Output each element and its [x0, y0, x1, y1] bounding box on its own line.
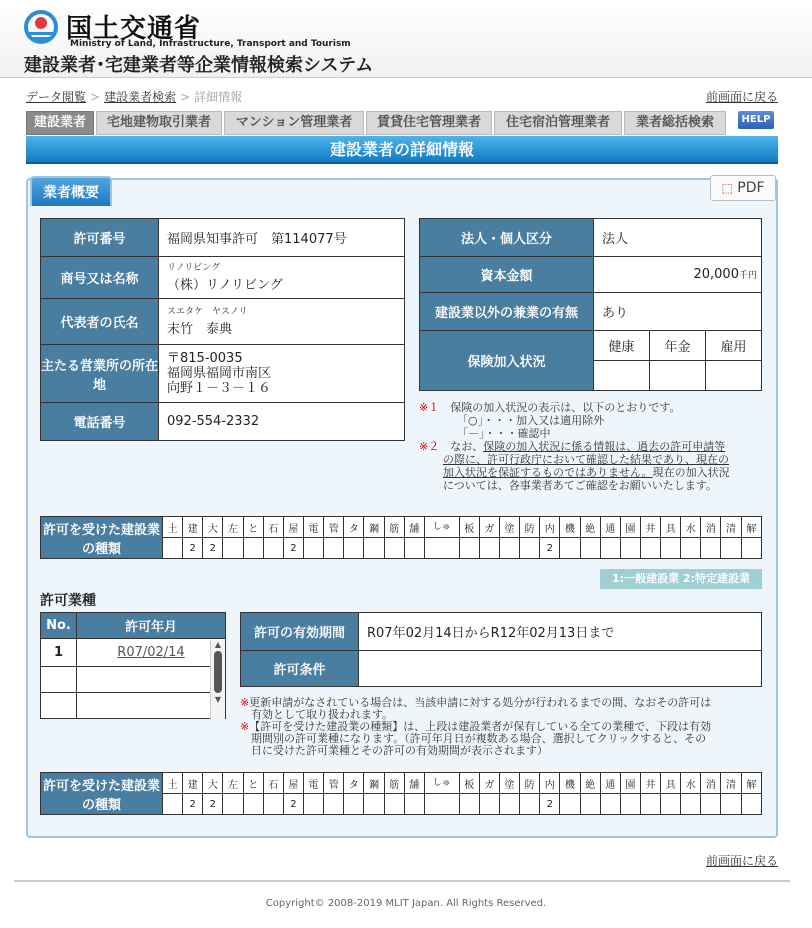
- note-b-text1: 【許可を受けた建設業の種類】は、上段は建設業者が保有している全ての業種で、下段は有効: [249, 720, 711, 733]
- kind-header: 内: [540, 517, 560, 538]
- kind-value: [384, 538, 404, 559]
- kind-header: 電: [303, 517, 323, 538]
- kind-value: [741, 794, 761, 815]
- kind-value: [499, 794, 519, 815]
- permit-label: 許可番号: [41, 219, 159, 257]
- kind-value: [364, 794, 384, 815]
- kind-header: 防: [520, 517, 540, 538]
- scroll-thumb[interactable]: [214, 651, 222, 693]
- kind-value: [163, 794, 183, 815]
- side-business-value: あり: [594, 293, 762, 331]
- kind-value: [560, 794, 580, 815]
- kind-header: 大: [203, 773, 223, 794]
- address-label: 主たる営業所の所在地: [41, 345, 159, 403]
- kind-value: [580, 794, 600, 815]
- insurance-employment-header: 雇用: [706, 331, 762, 361]
- kind-value: 2: [283, 794, 303, 815]
- note-a-mark: ※: [240, 696, 250, 709]
- kind-header: 解: [741, 773, 761, 794]
- kind-value: [620, 538, 640, 559]
- note2-underline2: の際に、許可行政庁において確認した結果であり、現在の: [443, 453, 729, 466]
- kind-value: [404, 794, 424, 815]
- kind-header: 鋼: [364, 773, 384, 794]
- help-button[interactable]: HELP: [738, 111, 774, 129]
- kind-header: 筋: [384, 773, 404, 794]
- kind-value: [681, 794, 701, 815]
- insurance-pension-value: [650, 361, 706, 391]
- kind-header: 通: [600, 773, 620, 794]
- capital-label: 資本金額: [420, 257, 594, 293]
- kind-header: 板: [459, 517, 479, 538]
- kinds-label: 許可を受けた建設業の種類: [41, 517, 163, 559]
- row-date-link[interactable]: R07/02/14: [77, 639, 226, 667]
- back-link-top[interactable]: 前画面に戻る: [705, 90, 778, 104]
- kinds-legend: 1:一般建設業 2:特定建設業: [600, 569, 762, 589]
- note-b-text3: 日に受けた許可業種とその許可の有効期間が表示されます）: [251, 744, 548, 757]
- tab-rental[interactable]: 賃貸住宅管理業者: [366, 111, 492, 135]
- kind-header: 建: [183, 773, 203, 794]
- insurance-health-value: [594, 361, 650, 391]
- kind-value: [324, 538, 344, 559]
- kind-header: 建: [183, 517, 203, 538]
- capital-value: 20,000: [693, 267, 739, 282]
- kind-value: [479, 538, 499, 559]
- kind-header: 内: [540, 773, 560, 794]
- kind-value: [520, 794, 540, 815]
- tab-summary[interactable]: 業者総括検索: [624, 111, 726, 135]
- breadcrumb-current: 詳細情報: [194, 90, 243, 104]
- kind-value: [580, 538, 600, 559]
- construction-kinds-table-top: [40, 516, 762, 559]
- kind-value: [459, 794, 479, 815]
- side-business-label: 建設業以外の兼業の有無: [420, 293, 594, 331]
- kind-value: [404, 538, 424, 559]
- note2-underline1: 保険の加入状況に係る情報は、過去の許可申請等: [483, 440, 726, 453]
- rep-kana: スエタケ ヤスノリ: [167, 306, 248, 317]
- kind-header: 水: [681, 773, 701, 794]
- kind-header: 管: [324, 773, 344, 794]
- note1-mark: ※１: [419, 401, 440, 414]
- condition-value: [359, 651, 762, 687]
- kind-header: 井: [640, 773, 660, 794]
- tab-construction[interactable]: 建設業者: [26, 111, 94, 135]
- kind-header: 具: [661, 517, 681, 538]
- kind-value: [640, 794, 660, 815]
- kind-header: 舗: [404, 517, 424, 538]
- kind-value: [324, 794, 344, 815]
- kind-value: [661, 794, 681, 815]
- permit-section-title: 許可業種: [40, 593, 96, 609]
- kind-value: [344, 794, 364, 815]
- kind-value: [741, 538, 761, 559]
- kind-header: 消: [701, 773, 721, 794]
- capital-unit: 千円: [738, 271, 757, 281]
- company-info-table: [40, 218, 405, 441]
- system-title: 建設業者･宅建業者等企業情報検索システム: [24, 55, 374, 76]
- note2-rest1: 現在の加入状況: [652, 466, 730, 479]
- period-value: R07年02月14日からR12年02月13日まで: [359, 613, 762, 651]
- note1-a: 「○」・・・加入又は適用除外: [457, 414, 605, 427]
- kind-value: 2: [203, 794, 223, 815]
- kind-header: 解: [741, 517, 761, 538]
- address-zip: 〒815-0035: [167, 351, 243, 366]
- copyright: Copyright© 2008-2019 MLIT Japan. All Rights Reserved.: [265, 898, 547, 909]
- kind-value: [424, 794, 459, 815]
- tab-real-estate[interactable]: 宅地建物取引業者: [96, 111, 222, 135]
- breadcrumb-search[interactable]: 建設業者検索: [104, 90, 177, 104]
- kind-header: 屋: [283, 517, 303, 538]
- back-link-bottom[interactable]: 前画面に戻る: [705, 854, 778, 868]
- note-b-mark: ※: [240, 720, 250, 733]
- kind-header: 石: [263, 773, 283, 794]
- kind-value: [620, 794, 640, 815]
- kind-header: 鋼: [364, 517, 384, 538]
- no-header: No.: [41, 613, 77, 639]
- note-a-text1: 更新申請がなされている場合は、当該申請に対する処分が行われるまでの間、なおその許可は: [249, 696, 712, 709]
- tel-value: 092-554-2332: [159, 403, 405, 441]
- kind-value: [384, 794, 404, 815]
- breadcrumb-separator: >: [180, 90, 191, 104]
- kind-header: 機: [560, 773, 580, 794]
- row-no: 1: [41, 639, 77, 667]
- name-value: （株）リノリビング: [167, 277, 283, 293]
- kind-value: [600, 538, 620, 559]
- permit-value: 福岡県知事許可 第114077号: [159, 219, 405, 257]
- period-label: 許可の有効期間: [241, 613, 359, 651]
- note1-b: 「－」・・・確認中: [457, 427, 551, 440]
- kind-header: 土: [163, 773, 183, 794]
- kind-value: 2: [540, 538, 560, 559]
- kind-value: [303, 538, 323, 559]
- kind-header: 管: [324, 517, 344, 538]
- kind-header: 筋: [384, 517, 404, 538]
- scroll-down-icon[interactable]: ▼: [214, 695, 222, 704]
- kind-header: 左: [223, 517, 243, 538]
- kind-header: 大: [203, 517, 223, 538]
- kind-value: [640, 538, 660, 559]
- kind-value: [344, 538, 364, 559]
- logo-text: 国土交通省: [66, 14, 202, 44]
- kind-value: [223, 538, 243, 559]
- note2-mark: ※２: [419, 440, 440, 453]
- tab-bar: [26, 111, 778, 135]
- address-street: 向野１－３－１６: [167, 381, 272, 396]
- empty-row: [41, 667, 77, 693]
- kind-value: 2: [203, 538, 223, 559]
- permit-notes: [240, 697, 765, 757]
- kind-value: [163, 538, 183, 559]
- site-header: [0, 0, 812, 78]
- kind-header: しゅ: [424, 517, 459, 538]
- kind-header: 具: [661, 773, 681, 794]
- kind-header: 井: [640, 517, 660, 538]
- kind-value: [661, 538, 681, 559]
- kinds-label: 許可を受けた建設業の種類: [41, 773, 163, 815]
- kind-header: 園: [620, 517, 640, 538]
- kind-value: [243, 538, 263, 559]
- page-banner: 建設業者の詳細情報: [26, 136, 778, 164]
- kind-value: [721, 538, 741, 559]
- kind-value: [520, 538, 540, 559]
- note2-pre: なお、: [450, 440, 484, 453]
- footer-divider: [14, 880, 790, 882]
- kind-header: 板: [459, 773, 479, 794]
- kind-header: と: [243, 517, 263, 538]
- pdf-icon: ⬚: [721, 181, 733, 195]
- kind-header: 絶: [580, 773, 600, 794]
- kind-header: 清: [721, 773, 741, 794]
- kind-value: [459, 538, 479, 559]
- note-b-text2: 期間別の許可業種になります。（許可年月日が複数ある場合、選択してクリックすると、その: [251, 732, 707, 745]
- address-city: 福岡県福岡市南区: [167, 366, 272, 381]
- kind-header: 絶: [580, 517, 600, 538]
- kind-value: 2: [540, 794, 560, 815]
- kind-value: [600, 794, 620, 815]
- kind-value: [223, 794, 243, 815]
- insurance-pension-header: 年金: [650, 331, 706, 361]
- kind-header: ガ: [479, 773, 499, 794]
- logo-english: Ministry of Land, Infrastructure, Transport and Tourism: [70, 39, 351, 49]
- kind-value: [499, 538, 519, 559]
- kind-header: 石: [263, 517, 283, 538]
- kind-header: 屋: [283, 773, 303, 794]
- corp-label: 法人・個人区分: [420, 219, 594, 257]
- note-a-text2: 有効として取り扱われます。: [251, 708, 394, 721]
- kind-header: 機: [560, 517, 580, 538]
- kind-header: 塗: [499, 517, 519, 538]
- kind-header: と: [243, 773, 263, 794]
- insurance-employment-value: [706, 361, 762, 391]
- kind-header: 土: [163, 517, 183, 538]
- kind-header: 水: [681, 517, 701, 538]
- empty-row: [41, 693, 77, 719]
- kind-header: 防: [520, 773, 540, 794]
- kind-header: 塗: [499, 773, 519, 794]
- kind-header: ガ: [479, 517, 499, 538]
- kind-header: 左: [223, 773, 243, 794]
- empty-row: [77, 693, 226, 719]
- construction-kinds-table-bottom: [40, 772, 762, 815]
- kind-value: 2: [283, 538, 303, 559]
- kind-header: 電: [303, 773, 323, 794]
- kind-value: [560, 538, 580, 559]
- kind-header: 園: [620, 773, 640, 794]
- company-right-table: [419, 218, 762, 391]
- kind-value: [303, 794, 323, 815]
- kind-value: [701, 794, 721, 815]
- name-kana: リノリビング: [167, 262, 221, 273]
- date-header: 許可年月: [77, 613, 226, 639]
- empty-row: [77, 667, 226, 693]
- kind-header: 清: [721, 517, 741, 538]
- mlit-logo-icon: [24, 10, 58, 44]
- kind-value: [681, 538, 701, 559]
- tab-lodging[interactable]: 住宅宿泊管理業者: [494, 111, 622, 135]
- corp-value: 法人: [594, 219, 762, 257]
- kind-header: 消: [701, 517, 721, 538]
- permit-period-table: [240, 612, 762, 687]
- kind-header: 通: [600, 517, 620, 538]
- kind-header: しゅ: [424, 773, 459, 794]
- breadcrumb: [26, 88, 242, 105]
- kind-value: [424, 538, 459, 559]
- kind-header: 舗: [404, 773, 424, 794]
- permit-list-table: [40, 612, 226, 719]
- condition-label: 許可条件: [241, 651, 359, 687]
- note2-rest2: については、各事業者あてご確認をお願いいたします。: [443, 479, 717, 492]
- kind-value: 2: [183, 794, 203, 815]
- kind-value: [721, 794, 741, 815]
- tel-label: 電話番号: [41, 403, 159, 441]
- note2-underline3: 加入状況を保証するものではありません。: [443, 466, 653, 479]
- insurance-health-header: 健康: [594, 331, 650, 361]
- kind-value: [364, 538, 384, 559]
- insurance-notes: [419, 401, 769, 492]
- rep-label: 代表者の氏名: [41, 299, 159, 345]
- pdf-label: PDF: [737, 180, 765, 196]
- pdf-button[interactable]: [710, 175, 776, 201]
- breadcrumb-separator: >: [90, 90, 101, 104]
- kind-header: タ: [344, 517, 364, 538]
- list-scrollbar[interactable]: [210, 640, 225, 720]
- kind-value: [479, 794, 499, 815]
- kind-value: [263, 794, 283, 815]
- scroll-up-icon[interactable]: ▲: [214, 640, 222, 649]
- section-tab-overview[interactable]: 業者概要: [30, 176, 112, 206]
- kind-value: [263, 538, 283, 559]
- kind-value: 2: [183, 538, 203, 559]
- tab-condo[interactable]: マンション管理業者: [224, 111, 364, 135]
- kind-value: [701, 538, 721, 559]
- name-label: 商号又は名称: [41, 257, 159, 299]
- rep-value: 末竹 泰典: [167, 321, 233, 337]
- breadcrumb-data[interactable]: データ閲覧: [26, 90, 87, 104]
- kind-value: [243, 794, 263, 815]
- note1-text: 保険の加入状況の表示は、以下のとおりです。: [450, 401, 681, 414]
- kind-header: タ: [344, 773, 364, 794]
- insurance-label: 保険加入状況: [420, 331, 594, 391]
